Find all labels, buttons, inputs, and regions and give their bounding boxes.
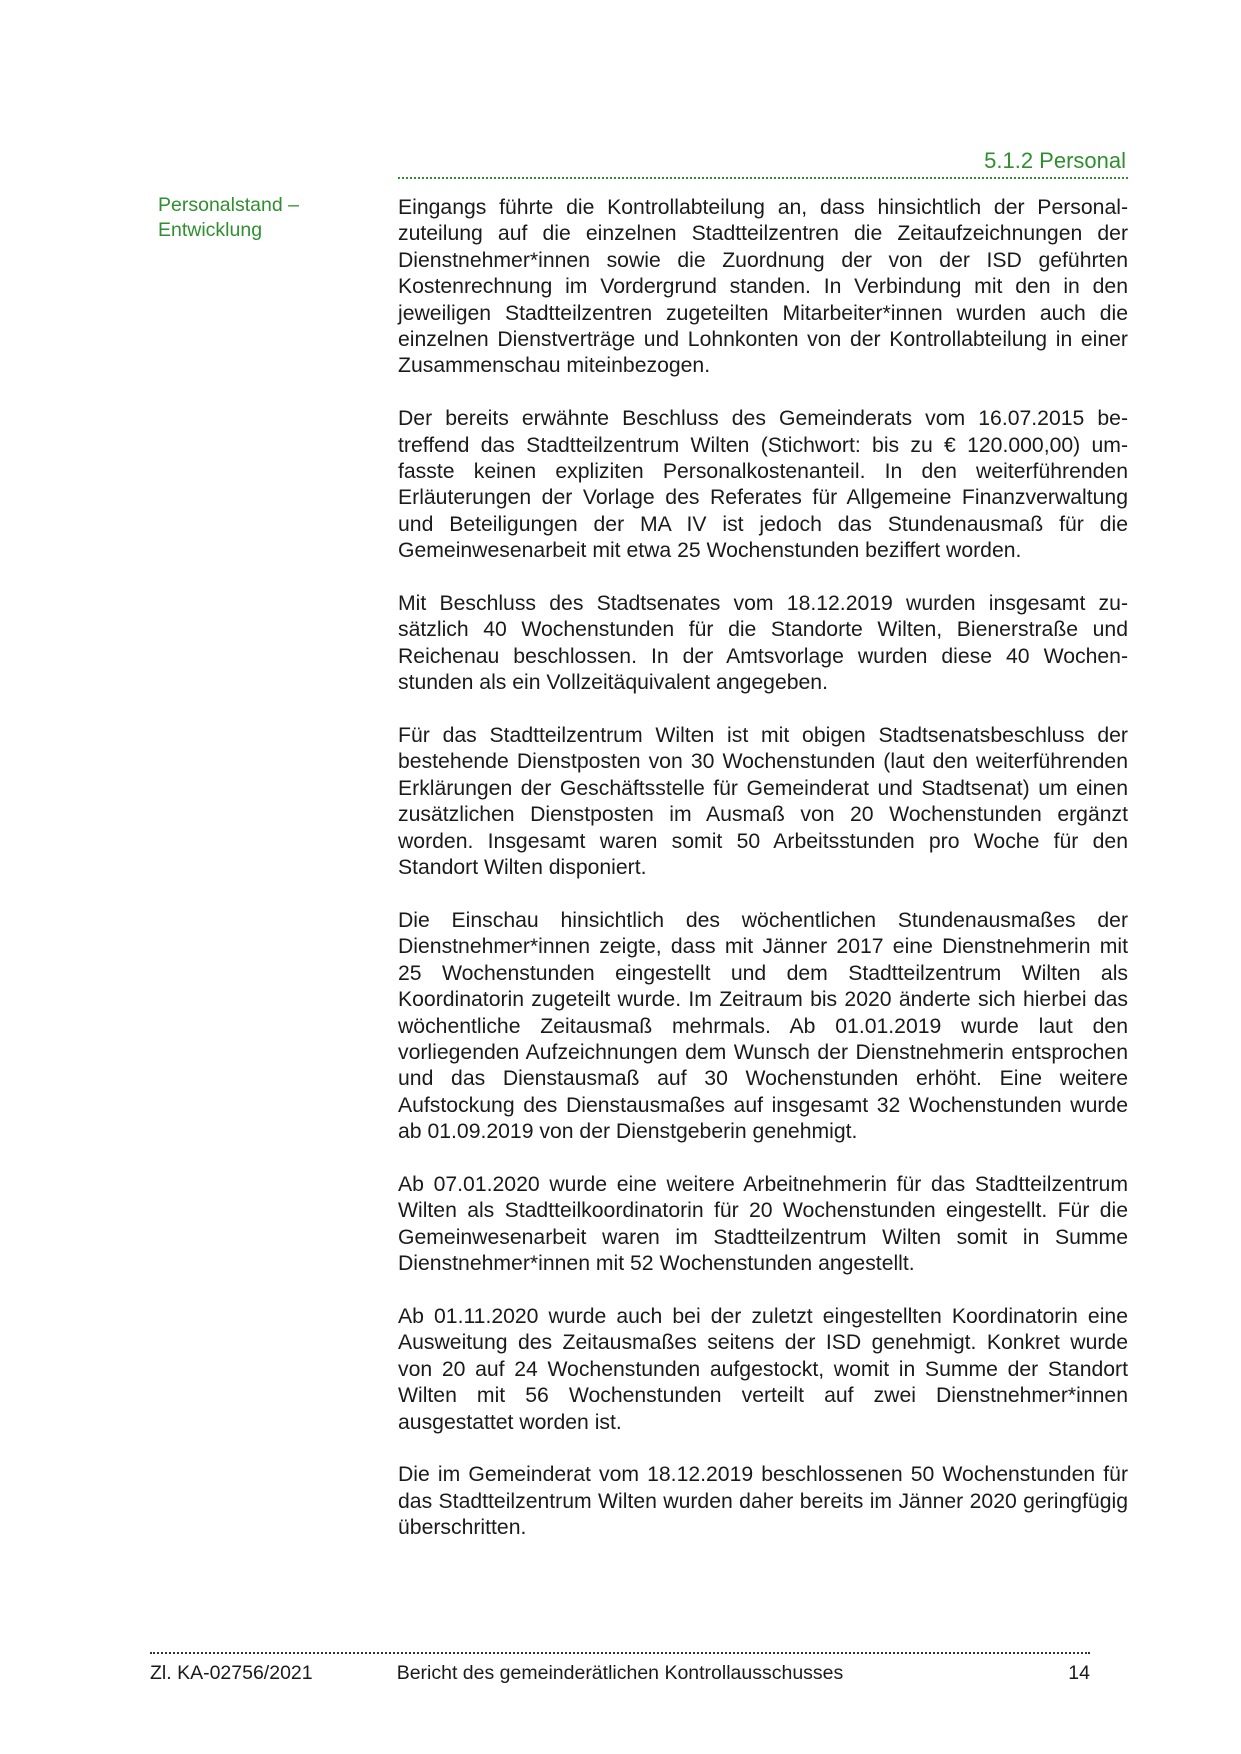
- paragraph: Die im Gemeinderat vom 18.12.2019 beschlossenen 50 Wochenstunden für das Stadtteilzentrum Wilten wurden daher bereits im Jänner 2020 geringfügig überschritten.: [398, 1463, 1128, 1540]
- paragraph: Mit Beschluss des Stadtsenates vom 18.12.2019 wurden insgesamt zusätzlich 40 Wochenstunden für die Standorte Wilten, Bienerstraße und Reichenau beschlossen. In der Amtsvorlage wurden diese 40 Wochenstunden als ein Vollzeitäquivalent angegeben.: [398, 592, 1128, 695]
- paragraph: Ab 07.01.2020 wurde eine weitere Arbeitnehmerin für das Stadtteilzentrum Wilten als Stadtteilkoordinatorin für 20 Wochenstunden eingestellt. Für die Gemeinwesenarbeit waren im Stadtteilzentrum Wilten somit in Summe Dienstnehmer*innen mit 52 Wochenstunden angestellt.: [398, 1172, 1128, 1276]
- footer-divider: [150, 1652, 1090, 1654]
- paragraph: Für das Stadtteilzentrum Wilten ist mit obigen Stadtsenatsbeschluss der bestehende Dienstposten von 30 Wochenstunden (laut den weiterführenden Erklärungen der Geschäftsstelle für Gemeinderat und Stadtsenat) um einen zusätzlichen Dienstposten im Ausmaß von 20 Wochenstunden ergänzt worden. Insgesamt waren somit 50 Arbeitsstunden pro Woche für den Standort Wilten disponiert.: [398, 724, 1128, 880]
- document-reference: Zl. KA-02756/2021: [150, 1662, 313, 1684]
- paragraph: Der bereits erwähnte Beschluss des Gemeinderats vom 16.07.2015 betreffend das Stadtteilzentrum Wilten (Stichwort: bis zu € 120.000,00) umfasste keinen expliziten Personalkostenanteil. In den weiterführenden Erläuterungen der Vorlage des Referates für Allgemeine Finanzverwaltung und Beteiligungen der MA IV ist jedoch das Stundenausmaß für die Gemeinwesenarbeit mit etwa 25 Wochenstunden beziffert worden.: [398, 407, 1128, 563]
- section-heading: 5.1.2 Personal: [984, 148, 1126, 173]
- margin-note: [158, 193, 358, 243]
- heading-divider: [398, 177, 1128, 179]
- margin-note-line-2: Entwicklung: [158, 219, 263, 241]
- page-footer: [150, 1660, 1090, 1688]
- report-title: Bericht des gemeinderätlichen Kontrollausschusses: [396, 1662, 844, 1684]
- page-number: 14: [1068, 1662, 1090, 1684]
- paragraph: Ab 01.11.2020 wurde auch bei der zuletzt eingestellten Koordinatorin eine Ausweitung des Zeitausmaßes seitens der ISD genehmigt. Konkret wurde von 20 auf 24 Wochenstunden aufgestockt, womit in Summe der Standort Wilten mit 56 Wochenstunden verteilt auf zwei Dienstnehmer*innen ausgestattet worden ist.: [398, 1304, 1128, 1434]
- paragraph: Die Einschau hinsichtlich des wöchentlichen Stundenausmaßes der Dienstnehmer*innen zeigte, dass mit Jänner 2017 eine Dienstnehmerin mit 25 Wochenstunden eingestellt und dem Stadtteilzentrum Wilten als Koordinatorin zugeteilt wurde. Im Zeitraum bis 2020 änderte sich hierbei das wöchentliche Zeitausmaß mehrmals. Ab 01.01.2019 wurde laut den vorliegenden Aufzeichnungen dem Wunsch der Dienstnehmerin entsprochen und das Dienstausmaß auf 30 Wochenstunden erhöht. Eine weitere Aufstockung des Dienstausmaßes auf insgesamt 32 Wochenstunden wurde ab 01.09.2019 von der Dienstgeberin genehmigt.: [398, 908, 1128, 1144]
- body-text: [398, 195, 1128, 1568]
- margin-note-line-1: Personalstand –: [158, 194, 299, 216]
- paragraph: Eingangs führte die Kontrollabteilung an, dass hinsichtlich der Personalzuteilung auf die einzelnen Stadtteilzentren die Zeitaufzeichnungen der Dienstnehmer*innen sowie die Zuordnung der von der ISD geführten Kostenrechnung im Vordergrund standen. In Verbindung mit den in den jeweiligen Stadtteilzentren zugeteilten Mitarbeiter*innen wurden auch die einzelnen Dienstverträge und Lohnkonten von der Kontrollabteilung in einer Zusammenschau miteinbezogen.: [398, 196, 1128, 378]
